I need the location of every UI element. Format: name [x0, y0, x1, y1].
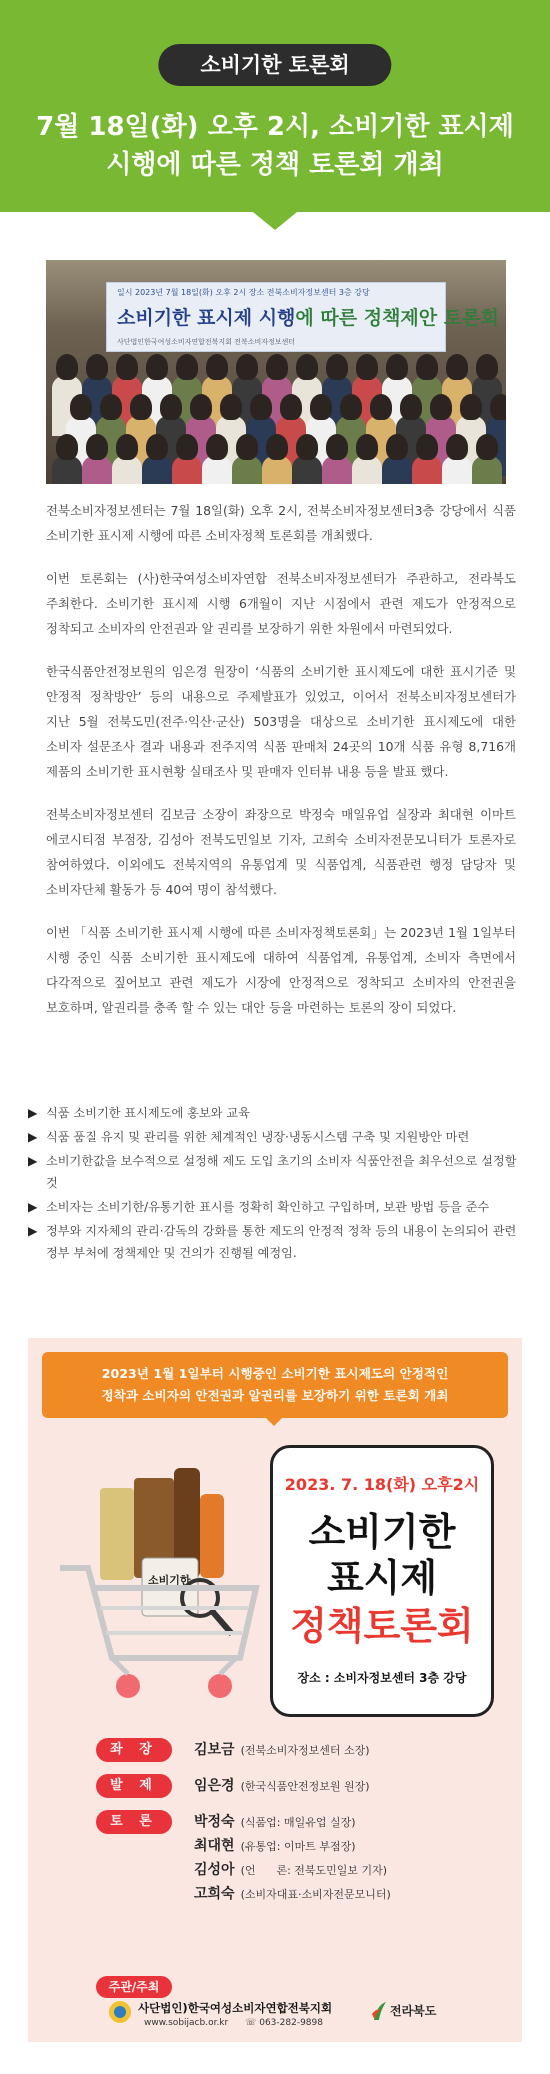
- attendee-body: [172, 456, 202, 484]
- bullet-list: [28, 1102, 528, 1266]
- juice-bottle-icon: [200, 1494, 224, 1578]
- event-photo: [46, 260, 506, 484]
- attendee-head: [86, 354, 108, 380]
- article-paragraph: 이번 토론회는 (사)한국여성소비자연합 전북소비자정보센터가 주관하고, 전라북도 주최한다. 소비기한 표시제 시행 6개월이 지난 시점에서 관련 제도가 안정적으로 정착되고 소비자의 안전권과 알 권리를 보장하기 위한 차원에서 마련되었다.: [46, 571, 516, 636]
- attendee-head: [116, 354, 138, 380]
- attendee-head: [476, 434, 498, 460]
- title-line-2: 시행에 따른 정책 토론회 개최: [106, 150, 444, 180]
- bullet-marker-icon: ▶: [28, 1200, 38, 1214]
- host-tag: 주관/주최: [96, 1976, 172, 1998]
- poster: [28, 1338, 522, 2042]
- photo-banner-bottom: 사단법인한국여성소비자연합전북지회 전북소비자정보센터: [117, 338, 296, 346]
- attendee-body: [442, 456, 472, 484]
- bullet-marker-icon: ▶: [28, 1224, 38, 1238]
- poster-banner-line-2: 정착과 소비자의 안전권과 알권리를 보장하기 위한 토론회 개최: [101, 1388, 449, 1403]
- attendee-head: [266, 434, 288, 460]
- photo-banner-title: [117, 303, 499, 330]
- participant: [194, 1834, 356, 1859]
- attendee-head: [56, 434, 78, 460]
- poster-banner-tail: [264, 1416, 284, 1426]
- attendee-head: [326, 354, 348, 380]
- participant-org: (소비자대표·소비자전문모니터): [240, 1888, 391, 1901]
- host-organization-name: 사단법인)한국여성소비자연합전북지회: [138, 2001, 333, 2015]
- participant-name: 고희숙: [194, 1886, 235, 1902]
- photo-crowd: [46, 344, 506, 484]
- province-logo-icon: [370, 2000, 388, 2022]
- role-tag: 좌 장: [96, 1738, 172, 1762]
- participant: [194, 1882, 391, 1907]
- attendee-head: [340, 394, 362, 420]
- event-place: 장소 : 소비자정보센터 3층 강당: [297, 1671, 467, 1685]
- page-title: [0, 108, 550, 184]
- attendee-body: [142, 456, 172, 484]
- cart-wheel-icon: [208, 1674, 232, 1698]
- bullet-text: 소비기한값을 보수적으로 설정해 제도 도입 초기의 소비자 식품안전을 최우선으로 설정할 것: [46, 1154, 517, 1190]
- attendee-body: [262, 456, 292, 484]
- attendee-head: [490, 394, 506, 420]
- event-title-line-1: 소비기한: [308, 1510, 456, 1554]
- photo-banner-top: 일시 2023년 7월 18일(화) 오후 2시 장소 전북소비자정보센터 3층 강당: [117, 288, 370, 297]
- title-line-1: 7월 18일(화) 오후 2시, 소비기한 표시제: [36, 112, 514, 142]
- attendee-head: [236, 354, 258, 380]
- participant: [194, 1810, 356, 1835]
- participant-org: (전북소비자정보센터 소장): [240, 1744, 370, 1757]
- attendee-head: [416, 434, 438, 460]
- attendee-body: [202, 456, 232, 484]
- attendee-body: [232, 456, 262, 484]
- attendee-head: [446, 434, 468, 460]
- attendee-body: [82, 456, 112, 484]
- attendee-body: [322, 456, 352, 484]
- attendee-head: [296, 434, 318, 460]
- bullet-marker-icon: ▶: [28, 1106, 38, 1120]
- bullet-text: 식품 소비기한 표시제도에 홍보와 교육: [46, 1106, 250, 1120]
- bullet-text: 소비자는 소비기한/유통기한 표시를 정확히 확인하고 구입하며, 보관 방법 등을 준수: [46, 1200, 490, 1214]
- attendee-head: [446, 354, 468, 380]
- attendee-head: [430, 394, 452, 420]
- attendee-head: [190, 394, 212, 420]
- attendee-head: [206, 354, 228, 380]
- event-date: 2023. 7. 18(화) 오후2시: [284, 1475, 480, 1494]
- participant: [194, 1858, 387, 1883]
- attendee-head: [176, 434, 198, 460]
- attendee-head: [296, 354, 318, 380]
- bullet-item: [28, 1126, 528, 1148]
- attendee-head: [160, 394, 182, 420]
- article-paragraph: 한국식품안전정보원의 임은경 원장이 ‘식품의 소비기한 표시제도에 대한 표시기준 및 안정적 정착방안’ 등의 내용으로 주제발표가 있었고, 이어서 전북소비자정보센터가 지난 5월 전북도민(전주·익산·군산) 503명을 대상으로 소비기한 표시제도에 대한 소비자 설문조사 결과 내용과 전주지역 식품 판매처 24곳의 10개 식품 유형 8,716개 제품의 소비기한 표시현황 실태조사 및 판매자 인터뷰 내용 등을 발표 했다.: [46, 664, 516, 779]
- participant-name: 김성아: [194, 1862, 235, 1878]
- poster-banner: [42, 1352, 508, 1418]
- bullet-item: [28, 1102, 528, 1124]
- bullet-item: [28, 1220, 528, 1264]
- attendee-head: [236, 434, 258, 460]
- article-body: [46, 498, 516, 1038]
- participant-name: 최대현: [194, 1838, 235, 1854]
- attendee-head: [460, 394, 482, 420]
- attendee-head: [370, 394, 392, 420]
- attendee-head: [70, 394, 92, 420]
- participant-org: (언 론: 전북도민일보 기자): [240, 1864, 388, 1877]
- article-paragraph: 전북소비자정보센터는 7월 18일(화) 오후 2시, 전북소비자정보센터3층 강당에서 식품 소비기한 표시제 시행에 따른 소비자정책 토론회를 개최했다.: [46, 503, 516, 543]
- attendee-body: [412, 456, 442, 484]
- participant: [194, 1774, 370, 1799]
- host-contact: [144, 2018, 323, 2028]
- attendee-head: [266, 354, 288, 380]
- attendee-body: [472, 456, 502, 484]
- attendee-head: [356, 434, 378, 460]
- bullet-text: 정부와 지자체의 관리·감독의 강화를 통한 제도의 안정적 정착 등의 내용이 논의되어 관련 정부 부처에 정책제안 및 건의가 진행될 예정임.: [46, 1224, 517, 1260]
- host-organizers: [108, 1998, 468, 2038]
- photo-banner: [106, 282, 499, 352]
- role-tag: 토 론: [96, 1810, 172, 1834]
- product-box-icon: [100, 1488, 134, 1580]
- attendee-head: [130, 394, 152, 420]
- header: [0, 0, 550, 212]
- association-logo-icon: [108, 2000, 132, 2024]
- host-phone: 063-282-9898: [259, 2018, 323, 2028]
- participant-org: (유통업: 이마트 부점장): [240, 1840, 356, 1853]
- attendee-head: [176, 354, 198, 380]
- photo-banner-title-b: 에 따른 정책제안 토론회: [295, 307, 499, 329]
- role-tag: 발 제: [96, 1774, 172, 1798]
- event-title-line-2: 표시제: [326, 1556, 438, 1600]
- cart-wheel-icon: [116, 1674, 140, 1698]
- bullet-text: 식품 품질 유지 및 관리를 위한 체계적인 냉장·냉동시스템 구축 및 지원방안 마련: [46, 1130, 470, 1144]
- bullet-item: [28, 1150, 528, 1194]
- attendee-body: [352, 456, 382, 484]
- host-website: www.sobijacb.or.kr: [144, 2018, 229, 2028]
- shopping-cart-illustration: [50, 1448, 270, 1718]
- attendee-head: [476, 354, 498, 380]
- attendee-head: [386, 434, 408, 460]
- participant: [194, 1738, 370, 1763]
- attendee-head: [250, 394, 272, 420]
- attendee-head: [416, 354, 438, 380]
- attendee-head: [356, 354, 378, 380]
- attendee-head: [100, 394, 122, 420]
- attendee-body: [52, 456, 82, 484]
- attendee-head: [310, 394, 332, 420]
- participant-name: 임은경: [194, 1778, 235, 1794]
- participant-org: (한국식품안전정보원 원장): [240, 1780, 370, 1793]
- attendee-head: [146, 434, 168, 460]
- bullet-item: [28, 1196, 528, 1218]
- event-title-line-3: 정책토론회: [290, 1604, 474, 1648]
- attendee-body: [292, 456, 322, 484]
- attendee-head: [326, 434, 348, 460]
- article-paragraph: 이번 「식품 소비기한 표시제 시행에 따른 소비자정책토론회」는 2023년 1월 1일부터 시행 중인 식품 소비기한 표시제도에 대하여 식품업계, 유통업계, 소비자 측면에서 다각적으로 짚어보고 관련 제도가 시장에 안정적으로 정착되고 소비자의 안전권을 보호하며, 알권리를 충족 할 수 있는 대안 등을 마련하는 토론의 장이 되었다.: [46, 925, 516, 1015]
- product-carton-label: 소비기한: [148, 1574, 191, 1587]
- category-pill: 소비기한 토론회: [158, 44, 391, 86]
- attendee-head: [56, 354, 78, 380]
- host-province: 전라북도: [390, 2004, 437, 2018]
- event-info-box: [270, 1445, 494, 1717]
- attendee-head: [400, 394, 422, 420]
- attendee-head: [386, 354, 408, 380]
- attendee-body: [112, 456, 142, 484]
- attendee-head: [86, 434, 108, 460]
- participant-org: (식품업: 매일유업 실장): [240, 1816, 356, 1829]
- phone-icon: ☏: [245, 2018, 260, 2028]
- article-paragraph: 전북소비자정보센터 김보금 소장이 좌장으로 박정숙 매일유업 실장과 최대현 이마트 에코시티점 부점장, 김성아 전북도민일보 기자, 고희숙 소비자전문모니터가 토론자로 참여하였다. 이외에도 전북지역의 유통업계 및 식품업계, 식품관련 행정 담당자 및 소비자단체 활동가 등 40여 명이 참석했다.: [46, 807, 516, 897]
- participant-name: 박정숙: [194, 1814, 235, 1830]
- attendee-head: [146, 354, 168, 380]
- attendee-head: [280, 394, 302, 420]
- attendee-body: [382, 456, 412, 484]
- participant-name: 김보금: [194, 1742, 235, 1758]
- photo-banner-title-a: 소비기한 표시제 시행: [117, 307, 296, 329]
- header-arrow: [253, 212, 297, 230]
- attendee-head: [116, 434, 138, 460]
- bullet-marker-icon: ▶: [28, 1130, 38, 1144]
- bullet-marker-icon: ▶: [28, 1154, 38, 1168]
- attendee-head: [206, 434, 228, 460]
- poster-banner-line-1: 2023년 1월 1일부터 시행중인 소비기한 표시제도의 안정적인: [101, 1366, 449, 1381]
- attendee-head: [220, 394, 242, 420]
